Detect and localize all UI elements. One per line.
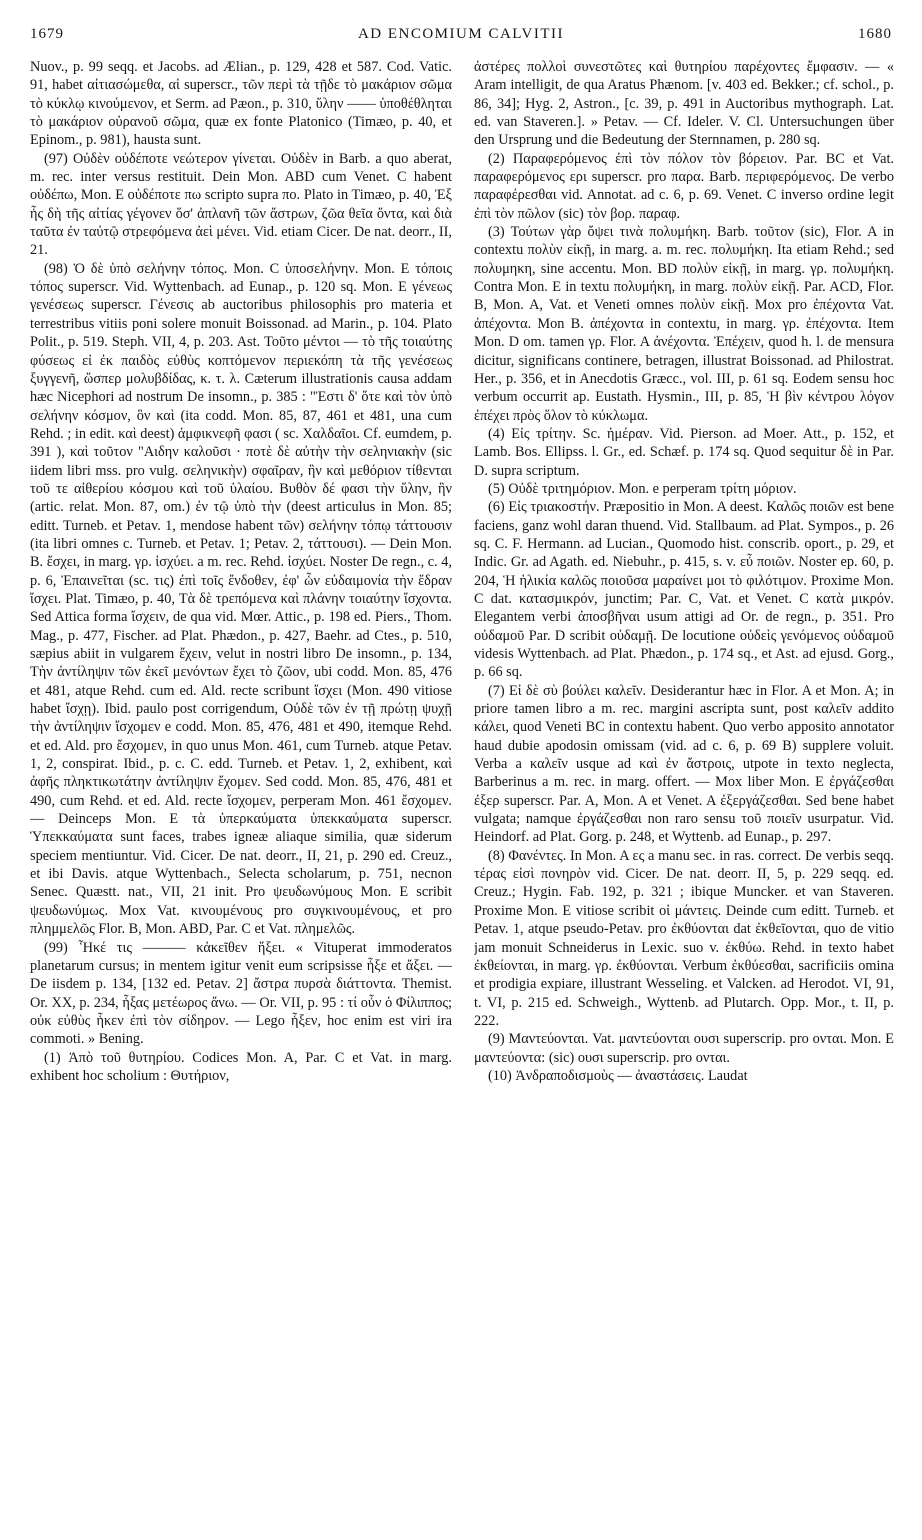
page-number-left: 1679 xyxy=(30,26,64,42)
left-column xyxy=(30,58,452,1528)
note-9: (9) Μαντεύονται. Vat. μαντεύονται ουσι superscrip. pro ονται. Mon. E μαντεύοντα: (sic) ουσι superscrip. pro ονται. xyxy=(474,1031,894,1066)
note-6: (6) Εἰς τριακοστήν. Præpositio in Mon. A deest. Καλῶς ποιῶν est bene faciens, ganz wohl daran thuend. Vid. Stallbaum. ad Plat. Sympos., p. 26 sq. C. F. Hermann. ad Lucian., Quomodo hist. conscrib. oport., p. 29, et Indic. Gr. ad Agath. ed. Niebuhr., p. 415, s. v. εὖ ποιῶν. Noster ep. 60, p. 204, Ἡ ἡλικία καλῶς ποιοῦσα μαραίνει μοι τὸ φιλότιμον. Proxime Mon. C dat. κατασμικρόν, junctim; Par. C, Vat. et Venet. C κατὰ μικρόν. Elegantem verbi ἀποσβῆναι usum attigi ad Or. de regn., p. 351. Pro οὐδαμοῦ Par. D scribit οὐδαμῇ. De locutione οὐδεὶς γενόμενος οὐδαμοῦ videsis Wyttenbach. ad Plat. Phædon., p. 174 sq., et Ast. ad ejusd. Gorg., p. 66 sq. xyxy=(474,499,894,681)
right-column xyxy=(474,58,894,1528)
running-title: AD ENCOMIUM CALVITII xyxy=(357,26,565,42)
note-3: (3) Τούτων γὰρ ὄψει τινὰ πολυμήκη. Barb. τοῦτον (sic), Flor. A in contextu πολὺν εἰκῇ, in marg. a. m. rec. πολυμήκη. Ita etiam Rehd.; sed πολυμηκη, sine accentu. Mon. BD πολὺν εἰκῇ, in marg. γρ. πολυμήκη. Contra Mon. E in textu πολυμήκη, in marg. πολὺν εἰκῇ. Par. ACD, Flor. B, Mon. A, Vat. et Veneti omnes πολὺν εἰκῇ. Mox pro ἐπέχοντα Vat. ἀπέχοντα. Mon B. ἀπέχοντα in contextu, in marg. γρ. ἐπέχοντα. Item Mon. D om. tamen γρ. Flor. A ἀνέχοντα. Ἐπέχειν, quod h. l. de mensura dicitur, significans continere, betragen, illustrat Boissonad. ad Philostrat. Her., p. 356, et in Anecdotis Græcc., vol. III, p. 61 sq. Eodem sensu hoc verbum occurrit ap. Eustath. Hysmin., III, p. 85, Ἡ βὶν κέντρου λόγον ἐπέχει πρὸς ὅλον τὸ κύκλωμα. xyxy=(474,224,894,424)
note-4: (4) Εἰς τρίτην. Sc. ἡμέραν. Vid. Pierson. ad Moer. Att., p. 152, et Lamb. Bos. Ellipss. l. Gr., ed. Schæf. p. 174 sq. Quod sequitur δὲ in Par. D. supra scriptum. xyxy=(474,425,894,479)
note-98: (98) Ὁ δὲ ὑπὸ σελήνην τόπος. Mon. C ὑποσελήνην. Mon. E τόποις τόπος superscr. Vid. Wyttenbach. ad Eunap., p. 120 sq. Mon. E γένεως γενέσεως superscr. Γένεσις ab auctoribus philosophis pro materia et terrestribus vitiis poni solere monuit Boissonad. ad Marin., p. 104. Plato Polit., p. 519. Steph. VII, 4, p. 203. Ast. Τοῦτο μέντοι — τὸ τῆς τοιαύτης φύσεως εἰ ἐκ παιδὸς εὐθὺς κοπτόμενον περιεκόπη τὰ τῆς γενέσεως ξυγγενῆ, ὥσπερ μολυβδίδας, κ. τ. λ. Cæterum illustrationis causa addam hæc Nicephori ad nostrum De insomn., p. 385 : "Ἐστι δ' ὅτε καὶ τὸν ὑπὸ σελήνην κόσμον, ὃν καὶ (ita codd. Mon. 85, 87, 461 et 481, una cum Rehd. ; in edit. καὶ deest) ἀμφικνεφῆ φασι ( sc. Χαλδαῖοι. Cf. eumdem, p. 391 ), καὶ τοῦτον "Αιδην καλοῦσι · ποτὲ δὲ αὐτὴν τὴν σεληνιακὴν (sic iidem libri mss. pro vulg. σεληνικὴν) σφαῖραν, ἣν καὶ μεθόριον τίθενται τοῦ τε αἰθερίου κόσμου καὶ τοῦ ὑλαίου. Βυθὸν δέ φασι τὴν ὕλην, ἣν (artic. relat. Mon. 87, om.) ἐν τῷ ὑπὸ τὴν (deest articulus in Mon. 85; editt. Turneb. et Petav. 1, mendose habent τῶν) σελήνην τόπῳ τάττουσιν (ita libri omnes c. Turneb. et Petav. 1; Petav. 2, τάττουσι). — Dein Mon. B. ἔσχει, in marg. γρ. ἰσχύει. a m. rec. Rehd. ἰσχύει. Noster De regn., c. 4, p. 6, Ἐπαινεῖται (sc. τις) ἐπὶ τοῖς ἔνδοθεν, ἐφ' ὧν εὐδαιμονία τὴν ἕδραν ἴσχει. Plat. Timæo, p. 40, Τὰ δὲ τρεπόμενα καὶ πλάνην τοιαύτην ἴσχοντα. Sed Attica forma ἴσχειν, de qua vid. Mœr. Attic., p. 198 ed. Piers., Thom. Mag., p. 477, Fischer. ad Plat. Phædon., p. 427, Baehr. ad Ctes., p. 510, sæpius abiit in vulgarem ἔχειν, velut in nostri libro De insomn., p. 134, Τὴν ἀντίληψιν τῶν ἐκεῖ μενόντων ἔχει τὸ ζῶον, ubi codd. Mon. 85, 476 et 481, atque Rehd. cum ed. Ald. recte scribunt ἴσχει (Mon. 490 vitiose habet ἴσχῃ). Ibid. paulo post corrigendum, Οὐδὲ τῶν ἐν τῇ πρώτῃ ψυχῇ τὴν ἀντίληψιν ἴσχομεν e codd. Mon. 85, 476, 481 et 490, itemque Rehd. et ed. Ald. pro ἔσχομεν, in quo unus Mon. 461, cum Turneb. atque Petav. 1, 2, conspirat. Ibid., p. c. C. edd. Turneb. et Petav. 1, 2, exhibent, καὶ ἀφῆς πληκτικωτάτην ἀντίληψιν ἔχομεν. Sed codd. Mon. 85, 476, 481 et 490, cum Rehd. et ed. Ald. recte ἴσχομεν, perperam Mon. 461 ἔσχομεν. — Deinceps Mon. E τὰ ὑπερκαύματα ὑπεκκαύματα superscr. Ὑπεκκαύματα sunt faces, trabes igneæ aliaque similia, quæ siderum speciem mentiuntur. Vid. Cicer. De nat. deorr., II, 21, p. 290 ed. Creuz., et ibi Davis. atque Wyttenbach., Selecta scholarum, p. 751, necnon Senec. Quæstt. nat., VII, 21 init. Pro ψευδωνύμους Mon. E scribit ψευδωνύμως. Mox Vat. κινουμένους pro συγκινουμένους, et pro πλημμελῶς Flor. B, Mon. ABD, Par. C et Vat. πλημελῶς. xyxy=(30,260,452,938)
note-10: (10) Ἀνδραποδισμοὺς — ἀναστάσεις. Laudat xyxy=(488,1067,748,1084)
running-header xyxy=(30,26,892,52)
note-8: (8) Φανέντες. In Mon. A ες a manu sec. in ras. correct. De verbis seqq. τέρας εἰσὶ πονηρὸν vid. Cicer. De nat. deorr. II, 5, p. 229 seqq. ed. Creuz.; Hygin. Fab. 192, p. 321 ; ibique Muncker. et van Staveren. Proxime Mon. E vitiose scribit οἱ μάντεις. Deinde cum editt. Turneb. et Petav. 1, atque pseudo-Petav. pro ἐκθύονται dat ἐκθεῖονται, quo de vitio jam monuit Schneiderus in Lexic. suo v. ἐκθύω. Rehd. in texto habet ἐκθείονται, in marg. γρ. ἐκθύονται. Verbum ἐκθύεσθαι, sacrificiis omina et prodigia expiare, illustrant Wesseling. et Valcken. ad Herodot. VI, 91, t. VI, p. 215 ed. Schweigh., Wyttenb. ad Plutarch. Opp. Mor., t. II, p. 222. xyxy=(474,847,894,1029)
note-5: (5) Οὐδὲ τριτημόριον. Mon. e perperam τρίτη μόριον. xyxy=(488,480,797,497)
note-97: (97) Οὐδὲν οὐδέποτε νεώτερον γίνεται. Οὐδὲν in Barb. a quo aberat, m. rec. inter versus restituit. Dein Mon. ABD cum Venet. C habent οὐδέπω, Mon. E οὐδέποτε πω scripto supra πο. Plato in Timæo, p. 40, Ἐξ ἧς δὴ τῆς αἰτίας γέγονεν ὅσ' ἀπλανῆ τῶν ἄστρων, ζῶα θεῖα ὄντα, καὶ διὰ ταῦτα ἐν ταὐτῷ στρεφόμενα ἀεὶ μένει. Vid. etiam Cicer. De nat. deorr., II, 21. xyxy=(30,150,452,259)
note-99: (99) Ἧκέ τις ——— κἀκεῖθεν ἥξει. « Vituperat immoderatos planetarum cursus; in mentem igitur venit eum scripsisse ἧξε et ἄξει. — De iisdem p. 134, [132 ed. Petav. 2] ἄστρα πυρσὰ διάττοντα. Themist. Or. XX, p. 234, ἧξας μετέωρος ἄνω. — Or. VII, p. 95 : τί οὖν ὁ Φίλιππος; οὐκ εὐθὺς ἧκεν ἐπὶ τὸν σίδηρον. — Lego ἧξεν, hoc enim est viri ira commoti. » Bening. xyxy=(30,939,452,1048)
note-2: (2) Παραφερόμενος ἐπὶ τὸν πόλον τὸν βόρειον. Par. BC et Vat. παραφερόμενος ερι superscr. pro παρα. Barb. περιφερόμενος. De verbo παραφέρεσθαι vid. Annotat. ad c. 6, p. 69. Venet. C inverso ordine legit ἐπὶ τὸν πῶλον (sic) τὸν βορ. παραφ. xyxy=(474,150,894,222)
note-1: (1) Ἀπὸ τοῦ θυτηρίου. Codices Mon. A, Par. C et Vat. in marg. exhibent hoc scholium : Θυτήριον, xyxy=(30,1049,452,1084)
note-7: (7) Εἰ δὲ σὺ βούλει καλεῖν. Desiderantur hæc in Flor. A et Mon. A; in priore tamen libro a m. rec. margini ascripta sunt, post καλεῖν addito κάλει, quod Veneti BC in contextu habent. Quo verbo apposito annotator haud dubie apodosin omissam (vid. ad c. 6, p. 69 B) supplere voluit. Verba a καλεῖν usque ad καὶ ἐν ἄστροις, utpote in texto neglecta, Barberinus a m. rec. in marg. offert. — Mox liber Mon. E ἐργάζεσθαι ἐξερ superscr. Par. A, Mon. A et Venet. A ἐξεργάζεσθαι. Sed bene habet vulgata; namque ἐργάζεσθαι non raro sensu τοῦ ποιεῖν usurpatur. Vid. Heindorf. ad Plat. Gorg. p. 248, et Wyttenb. ad Eunap., p. 297. xyxy=(474,682,894,846)
note-paragraph: ἀστέρες πολλοὶ συνεστῶτες καὶ θυτηρίου παρέχοντες ἔμφασιν. — « Aram intelligit, de qua Aratus Phænom. [v. 403 ed. Bekker.; cf. schol., p. 86, 34]; Hyg. 2, Astron., [c. 39, p. 491 in Auctoribus mythograph. Lat. ed. van Staveren.]. » Petav. — Cf. Ideler. V. Cl. Untersuchungen über den Ursprung und die Bedeutung der Sternnamen, p. 280 sq. xyxy=(474,59,894,149)
note-paragraph: Nuov., p. 99 seqq. et Jacobs. ad Ælian., p. 129, 428 et 587. Cod. Vatic. 91, habet αἰτιασώμεθα, αἱ superscr., τῶν περὶ τὰ τῇδε τὸ μακάριον σῶμα τὸ κύκλῳ κινούμενον, et Serm. ad Pæon., p. 310, ὕλην —— ὑποθέθληται τὸ μακάριον οὐρανοῦ σῶμα, quæ ex fonte Platonico (Timæo, p. 40, et Epinom., p. 981), hausta sunt. xyxy=(30,59,452,149)
page-number-right: 1680 xyxy=(858,26,892,42)
